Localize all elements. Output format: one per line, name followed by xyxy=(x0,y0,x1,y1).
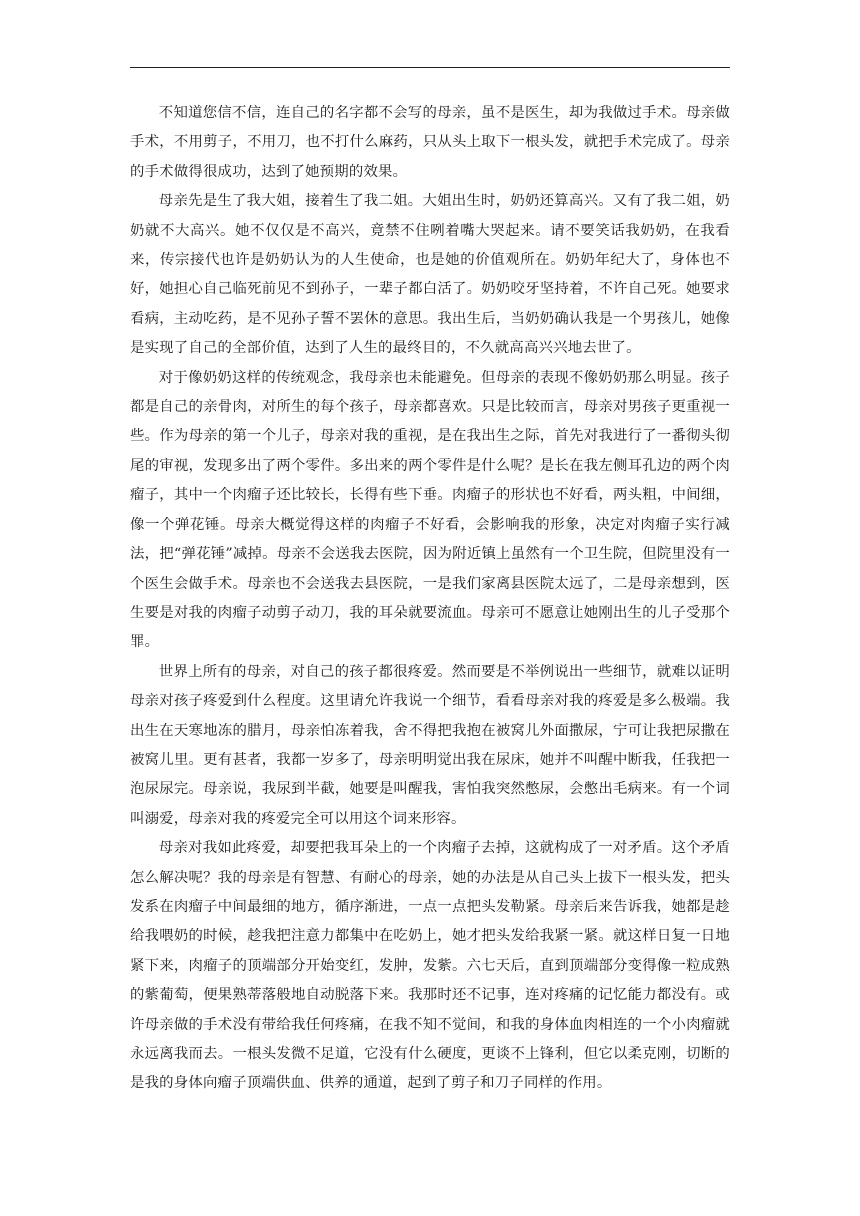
paragraph: 世界上所有的母亲，对自己的孩子都很疼爱。然而要是不举例说出一些细节，就难以证明母亲对孩子疼爱到什么程度。这里请允许我说一个细节，看看母亲对我的疼爱是多么极端。我出生在天寒地冻的腊月，母亲怕冻着我，舍不得把我抱在被窝儿外面撒尿，宁可让我把尿撒在被窝儿里。更有甚者，我都一岁多了，母亲明明觉出我在尿床，她并不叫醒中断我，任我把一泡尿尿完。母亲说，我尿到半截，她要是叫醒我，害怕我突然憋尿，会憋出毛病来。有一个词叫溺爱，母亲对我的疼爱完全可以用这个词来形容。 xyxy=(130,663,730,827)
paragraph: 母亲先是生了我大姐，接着生了我二姐。大姐出生时，奶奶还算高兴。又有了我二姐，奶奶就不大高兴。她不仅仅是不高兴，竟禁不住咧着嘴大哭起来。请不要笑话我奶奶，在我看来，传宗接代也许是奶奶认为的人生使命，也是她的价值观所在。奶奶年纪大了，身体也不好，她担心自己临死前见不到孙子，一辈子都白活了。奶奶咬牙坚持着，不许自己死。她要求看病，主动吃药，是不见孙子誓不罢休的意思。我出生后，当奶奶确认我是一个男孩儿，她像是实现了自己的全部价值，达到了人生的最终目的，不久就高高兴兴地去世了。 xyxy=(130,193,730,357)
article-body xyxy=(130,99,730,1099)
paragraph: 不知道您信不信，连自己的名字都不会写的母亲，虽不是医生，却为我做过手术。母亲做手术，不用剪子，不用刀，也不打什么麻药，只从头上取下一根头发，就把手术完成了。母亲的手术做得很成功，达到了她预期的效果。 xyxy=(130,105,730,180)
paragraph: 母亲对我如此疼爱，却要把我耳朵上的一个肉瘤子去掉，这就构成了一对矛盾。这个矛盾怎么解决呢？我的母亲是有智慧、有耐心的母亲，她的办法是从自己头上拔下一根头发，把头发系在肉瘤子中间最细的地方，循序渐进，一点一点把头发勒紧。母亲后来告诉我，她都是趁给我喂奶的时候，趁我把注意力都集中在吃奶上，她才把头发给我紧一紧。就这样日复一日地紧下来，肉瘤子的顶端部分开始变红，发肿，发紫。六七天后，直到顶端部分变得像一粒成熟的紫葡萄，便果熟蒂落般地自动脱落下来。我那时还不记事，连对疼痛的记忆能力都没有。或许母亲做的手术没有带给我任何疼痛，在我不知不觉间，和我的身体血肉相连的一个小肉瘤就永远离我而去。一根头发微不足道，它没有什么硬度，更谈不上锋利，但它以柔克刚，切断的是我的身体向瘤子顶端供血、供养的通道，起到了剪子和刀子同样的作用。 xyxy=(130,840,730,1092)
paragraph: 对于像奶奶这样的传统观念，我母亲也未能避免。但母亲的表现不像奶奶那么明显。孩子都是自己的亲骨肉，对所生的每个孩子，母亲都喜欢。只是比较而言，母亲对男孩子更重视一些。作为母亲的第一个儿子，母亲对我的重视，是在我出生之际，首先对我进行了一番彻头彻尾的审视，发现多出了两个零件。多出来的两个零件是什么呢？是长在我左侧耳孔边的两个肉瘤子，其中一个肉瘤子还比较长，长得有些下垂。肉瘤子的形状也不好看，两头粗，中间细，像一个弹花锤。母亲大概觉得这样的肉瘤子不好看，会影响我的形象，决定对肉瘤子实行减法，把“弹花锤”减掉。母亲不会送我去医院，因为附近镇上虽然有一个卫生院，但院里没有一个医生会做手术。母亲也不会送我去县医院，一是我们家离县医院太远了，二是母亲想到，医生要是对我的肉瘤子动剪子动刀，我的耳朵就要流血。母亲可不愿意让她刚出生的儿子受那个罪。 xyxy=(130,369,730,651)
header-rule xyxy=(130,67,730,68)
